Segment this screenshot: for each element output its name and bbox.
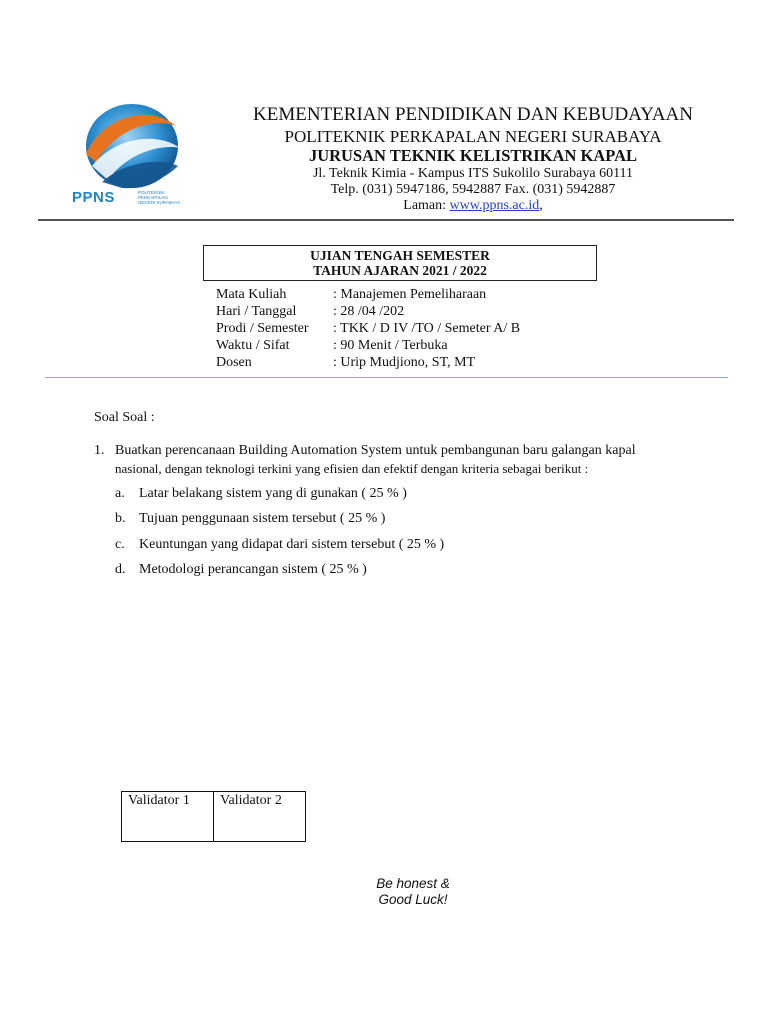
address: Jl. Teknik Kimia - Kampus ITS Sukolilo Surabaya 60111 (312, 166, 634, 181)
question-text-line: nasional, dengan teknologi terkini yang efisien dan efektif dengan kriteria sebagai berikut : (115, 461, 589, 476)
item-text: Keuntungan yang didapat dari sistem tersebut ( 25 % ) (139, 537, 445, 552)
header-divider (38, 219, 734, 221)
info-row (216, 286, 520, 303)
closing-line: Be honest & (376, 876, 450, 891)
validator-table (121, 791, 306, 842)
item-letter: b. (115, 511, 126, 526)
question-item (115, 537, 444, 553)
item-text: Latar belakang sistem yang di gunakan ( 25 % ) (139, 486, 407, 501)
info-label: Prodi / Semester (216, 321, 309, 336)
info-value: : Manajemen Pemeliharaan (333, 287, 487, 302)
item-letter: d. (115, 562, 126, 577)
logo-subtitle-line: NEGERI SURABAYA (138, 200, 181, 205)
question-text-line: Buatkan perencanaan Building Automation System untuk pembangunan baru galangan kapal (115, 443, 636, 458)
item-text: Tujuan penggunaan sistem tersebut ( 25 % ) (139, 511, 386, 526)
logo-subtitle-line: POLITEKNIK (138, 190, 165, 195)
exam-info (216, 286, 520, 371)
question-number: 1. (94, 443, 105, 458)
validator-cell-2: Validator 2 (214, 792, 306, 842)
info-row (216, 354, 520, 371)
logo-abbreviation: PPNS (72, 189, 115, 206)
info-value: : TKK / D IV /TO / Semeter A/ B (333, 321, 521, 336)
info-row (216, 320, 520, 337)
question-item (115, 486, 407, 502)
website-suffix: , (539, 198, 543, 213)
item-letter: c. (115, 537, 125, 552)
info-label: Hari / Tanggal (216, 304, 297, 319)
closing-message (340, 876, 486, 908)
exam-title: UJIAN TENGAH SEMESTER (310, 248, 490, 263)
academic-year: TAHUN AJARAN 2021 / 2022 (313, 263, 487, 278)
phone-fax: Telp. (031) 5947186, 5942887 Fax. (031) 5942887 (330, 182, 616, 197)
info-value: : Urip Mudjiono, ST, MT (333, 355, 476, 370)
info-label: Mata Kuliah (216, 287, 287, 302)
logo-subtitle (138, 190, 198, 205)
website-link[interactable]: www.ppns.ac.id (449, 198, 540, 213)
website-label: Laman: (403, 198, 450, 213)
validator-row (122, 792, 306, 842)
item-text: Metodologi perancangan sistem ( 25 % ) (139, 562, 367, 577)
exam-title-box (203, 245, 597, 281)
validator-cell-1: Validator 1 (122, 792, 214, 842)
section-divider (45, 377, 728, 378)
question-item (115, 562, 367, 578)
department-name: JURUSAN TEKNIK KELISTRIKAN KAPAL (308, 146, 638, 165)
info-value: : 28 /04 /202 (333, 304, 405, 319)
question-item (115, 511, 385, 527)
info-label: Waktu / Sifat (216, 338, 290, 353)
logo-subtitle-line: PERKAPALAN (138, 195, 168, 200)
info-row (216, 303, 520, 320)
closing-line: Good Luck! (378, 892, 448, 907)
info-row (216, 337, 520, 354)
questions-heading: Soal Soal : (94, 410, 155, 425)
institution-name: POLITEKNIK PERKAPALAN NEGERI SURABAYA (284, 127, 662, 146)
website-line (200, 198, 746, 214)
ministry-title: KEMENTERIAN PENDIDIKAN DAN KEBUDAYAAN (253, 104, 693, 125)
item-letter: a. (115, 486, 125, 501)
info-label: Dosen (216, 355, 252, 370)
info-value: : 90 Menit / Terbuka (333, 338, 448, 353)
